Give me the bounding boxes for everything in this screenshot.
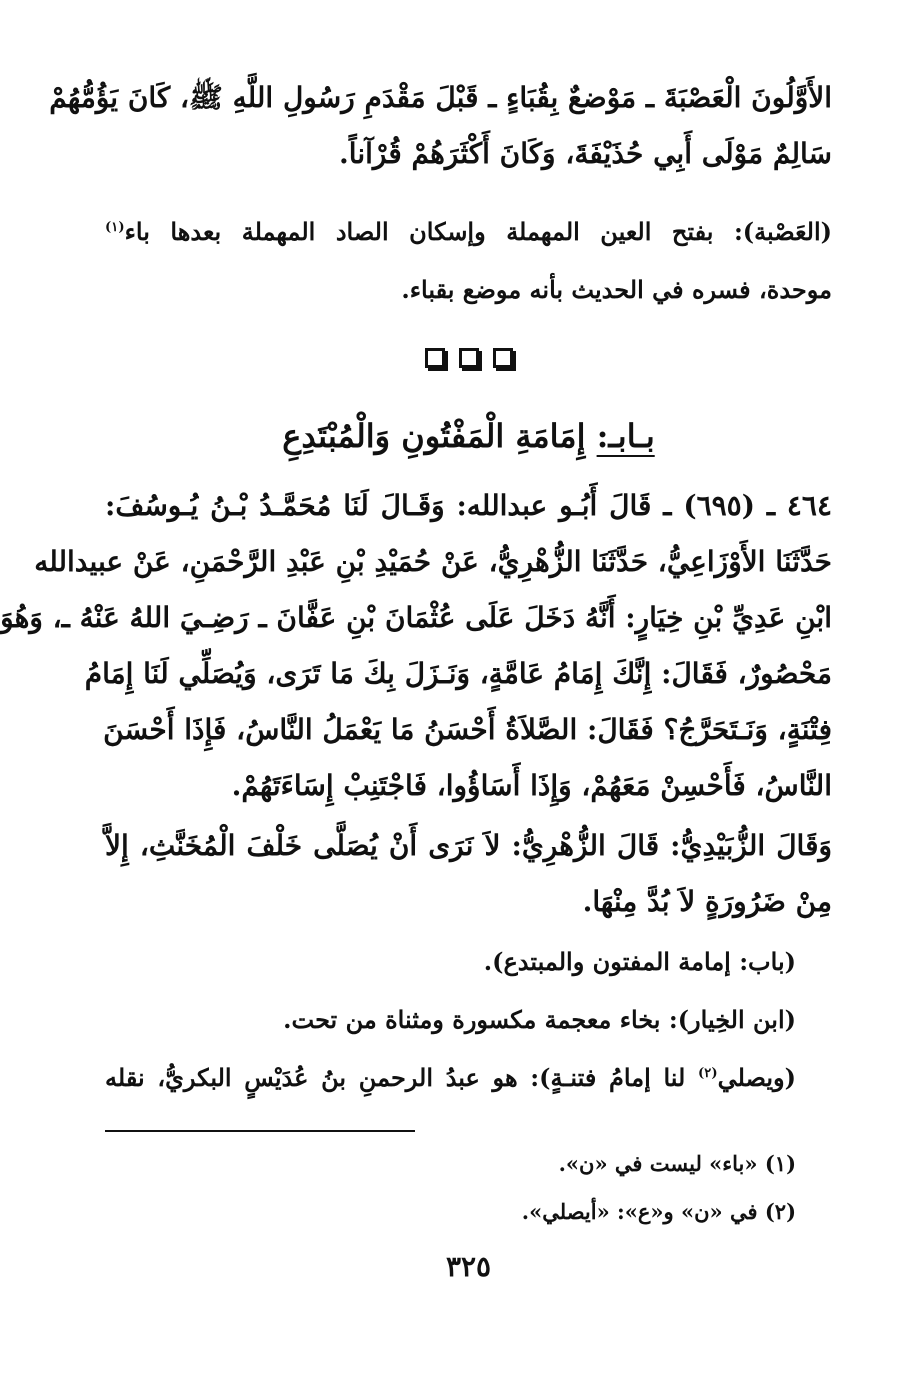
hadith-top-line-2: سَالِمٌ مَوْلَى أَبِي حُذَيْفَةَ، وَكَانَ أَكْثَرَهُمْ قُرْآناً. — [339, 137, 832, 170]
hadith-top-line-1: الأَوَّلُونَ الْعَصْبَةَ ـ مَوْضعٌ بِقُبَاءٍ ـ قَبْلَ مَقْدَمِ رَسُولِ اللَّهِ ﷺ، كَانَ يَؤُمُّهُمْ — [49, 81, 832, 114]
commentary-main-line-2: (ابن الخِيار): بخاء معجمة مكسورة ومثناة من تحت. — [283, 1005, 796, 1034]
chapter-title: إِمَامَةِ الْمَفْتُونِ وَالْمُبْتَدِعِ — [282, 417, 586, 455]
square-ornament-icon — [425, 348, 445, 368]
chapter-label: بـابـ: — [596, 417, 655, 455]
hadith-main-line-2: حَدَّثَنَا الأَوْزَاعِيُّ، حَدَّثَنَا الزُّهْرِيُّ، عَنْ حُمَيْدِ بْنِ عَبْدِ الرَّحْمَنِ، عَنْ عبيدالله — [34, 545, 832, 578]
page-number: ٣٢٥ — [445, 1250, 492, 1283]
footnote-ref-2: (٢) — [698, 1066, 718, 1081]
hadith-main-line-4: مَحْصُورٌ، فَقَالَ: إِنَّكَ إِمَامُ عَامَّةٍ، وَنَـزَلَ بِكَ مَا تَرَى، وَيُصَلِّي لَنَا إِمَامُ — [84, 657, 832, 690]
commentary-top-text-1: (العَصْبة): بفتح العين المهملة وإسكان الصاد المهملة بعدها باء — [124, 217, 832, 246]
commentary-main-text-3b: لنا إمامُ فتنـةٍ): هو عبدُ الرحمنِ بنُ عُدَيْسٍ البكريُّ، نقله — [105, 1063, 699, 1092]
hadith-main-line-7: وَقَالَ الزُّبَيْدِيُّ: قَالَ الزُّهْرِيُّ: لاَ نَرَى أَنْ يُصَلَّى خَلْفَ الْمُخَنَّثِ، إِلاَّ — [105, 829, 832, 862]
footnote-ref-1: (١) — [105, 220, 125, 235]
commentary-main-line-1: (باب: إمامة المفتون والمبتدع). — [483, 947, 796, 976]
section-separator-ornament — [105, 348, 832, 368]
chapter-heading — [105, 406, 832, 466]
book-page — [0, 70, 832, 1341]
hadith-main-line-5: فِتْنَةٍ، وَنَـتَحَرَّجُ؟ فَقَالَ: الصَّلاَةُ أَحْسَنُ مَا يَعْمَلُ النَّاسُ، فَإِذَا أَحْسَنَ — [103, 713, 832, 746]
footnote-2: (٢) في «ن» و«ع»: «أيصلي». — [521, 1199, 796, 1224]
hadith-main-line-3: ابْنِ عَدِيِّ بْنِ خِيَارٍ: أَنَّهُ دَخَلَ عَلَى عُثْمَانَ بْنِ عَفَّانَ ـ رَضِـيَ اللهُ عَنْهُ ـ، وَهُوَ — [0, 601, 832, 634]
hadith-main-line-8: مِنْ ضَرُورَةٍ لاَ بُدَّ مِنْهَا. — [582, 885, 832, 918]
hadith-main-line-1: ٤٦٤ ـ (٦٩٥) ـ قَالَ أَبُـو عبدالله: وَقَـالَ لَنَا مُحَمَّـدُ بْـنُ يُـوسُفَ: — [105, 489, 832, 522]
commentary-top-line-2: موحدة، فسره في الحديث بأنه موضع بقباء. — [401, 275, 832, 304]
square-ornament-icon — [493, 348, 513, 368]
commentary-top-line-1 — [105, 208, 832, 256]
commentary-main-line-3 — [105, 1054, 796, 1102]
footnote-separator-rule — [105, 1130, 415, 1132]
commentary-main-text-3a: (ويصلي — [717, 1063, 796, 1092]
footnote-1: (١) «باء» ليست في «ن». — [558, 1151, 796, 1176]
square-ornament-icon — [459, 348, 479, 368]
hadith-main-line-6: النَّاسُ، فَأَحْسِنْ مَعَهُمْ، وَإِذَا أَسَاؤُوا، فَاجْتَنِبْ إِسَاءَتَهُمْ. — [231, 769, 832, 802]
